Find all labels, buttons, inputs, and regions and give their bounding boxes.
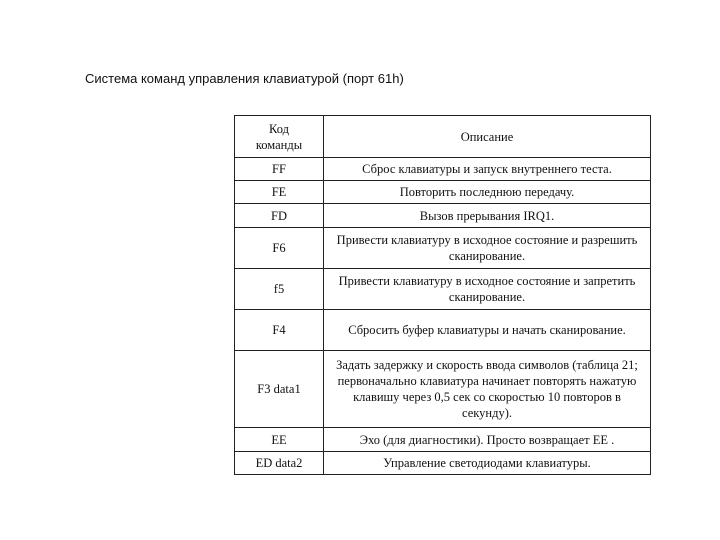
command-code: FD — [235, 204, 324, 228]
table-row — [235, 228, 651, 269]
command-code: F3 data1 — [235, 351, 324, 428]
command-description: Эхо (для диагностики). Просто возвращает EE . — [324, 428, 651, 452]
command-description: Управление светодиодами клавиатуры. — [324, 452, 651, 475]
table-row — [235, 181, 651, 204]
command-description: Привести клавиатуру в исходное состояние и разрешить сканирование. — [324, 228, 651, 269]
command-code: EE — [235, 428, 324, 452]
table-row — [235, 269, 651, 310]
command-code: F6 — [235, 228, 324, 269]
table-row — [235, 204, 651, 228]
command-description: Сбросить буфер клавиатуры и начать сканирование. — [324, 310, 651, 351]
command-code: FF — [235, 158, 324, 181]
table-row — [235, 351, 651, 428]
table-row — [235, 310, 651, 351]
command-description: Сброс клавиатуры и запуск внутреннего теста. — [324, 158, 651, 181]
command-description: Привести клавиатуру в исходное состояние и запретить сканирование. — [324, 269, 651, 310]
document-title: Система команд управления клавиатурой (порт 61h) — [85, 71, 404, 86]
table-row — [235, 428, 651, 452]
command-code: F4 — [235, 310, 324, 351]
command-code: FE — [235, 181, 324, 204]
header-code: Код команды — [235, 116, 324, 158]
command-code: ED data2 — [235, 452, 324, 475]
table-row — [235, 452, 651, 475]
table-header-row — [235, 116, 651, 158]
command-description: Задать задержку и скорость ввода символов (таблица 21; первоначально клавиатура начинает повторять нажатую клавишу через 0,5 сек со скоростью 10 повторов в секунду). — [324, 351, 651, 428]
command-code: f5 — [235, 269, 324, 310]
table-row — [235, 158, 651, 181]
keyboard-commands-table — [234, 115, 651, 475]
header-description: Описание — [324, 116, 651, 158]
command-description: Повторить последнюю передачу. — [324, 181, 651, 204]
command-description: Вызов прерывания IRQ1. — [324, 204, 651, 228]
